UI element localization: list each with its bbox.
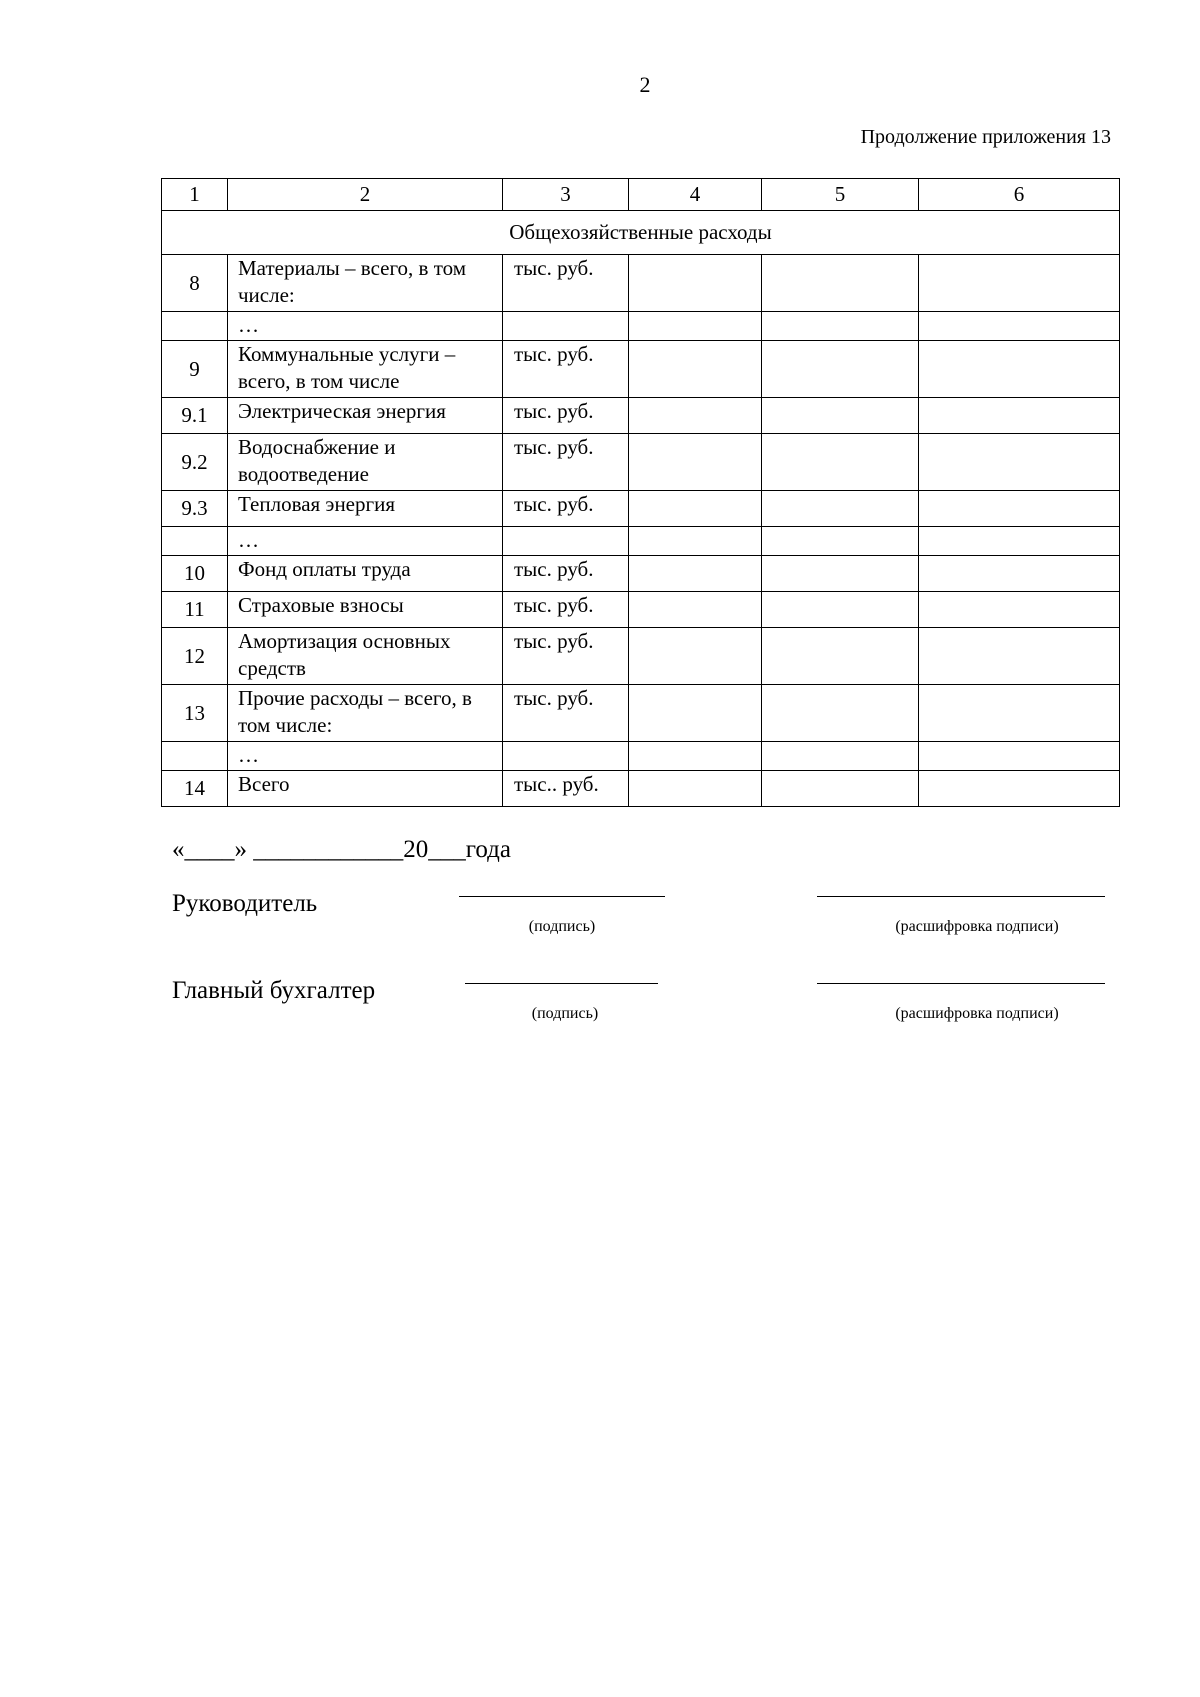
- value-cell[interactable]: [919, 685, 1120, 742]
- value-cell[interactable]: [762, 491, 919, 527]
- value-cell[interactable]: [629, 592, 762, 628]
- column-number: 1: [162, 179, 228, 211]
- row-unit: тыс. руб.: [503, 398, 629, 434]
- table-row: [162, 255, 1120, 312]
- value-cell[interactable]: [919, 312, 1120, 341]
- accountant-label: Главный бухгалтер: [172, 977, 376, 1004]
- value-cell[interactable]: [629, 491, 762, 527]
- value-cell[interactable]: [919, 592, 1120, 628]
- value-cell[interactable]: [629, 685, 762, 742]
- value-cell[interactable]: [762, 527, 919, 556]
- value-cell[interactable]: [629, 398, 762, 434]
- table-row: [162, 434, 1120, 491]
- value-cell[interactable]: [919, 771, 1120, 807]
- table-row: [162, 312, 1120, 341]
- value-cell[interactable]: [919, 628, 1120, 685]
- row-unit: тыс. руб.: [503, 556, 629, 592]
- row-number: 10: [162, 556, 228, 592]
- row-number: 11: [162, 592, 228, 628]
- column-number: 6: [919, 179, 1120, 211]
- value-cell[interactable]: [762, 628, 919, 685]
- row-number: 9.1: [162, 398, 228, 434]
- value-cell[interactable]: [762, 341, 919, 398]
- value-cell[interactable]: [762, 742, 919, 771]
- value-cell[interactable]: [629, 312, 762, 341]
- column-number: 4: [629, 179, 762, 211]
- value-cell[interactable]: [762, 685, 919, 742]
- row-unit: тыс. руб.: [503, 628, 629, 685]
- section-row: [162, 211, 1120, 255]
- value-cell[interactable]: [629, 742, 762, 771]
- page-number: 2: [639, 72, 651, 97]
- section-title: Общехозяйственные расходы: [162, 211, 1120, 255]
- table-row: [162, 685, 1120, 742]
- row-number: 14: [162, 771, 228, 807]
- value-cell[interactable]: [762, 312, 919, 341]
- signature-caption: (подпись): [528, 918, 596, 935]
- row-number: [162, 527, 228, 556]
- row-unit: тыс. руб.: [503, 434, 629, 491]
- row-unit: тыс. руб.: [503, 685, 629, 742]
- row-unit: тыс. руб.: [503, 491, 629, 527]
- row-name: Водоснабжение и водоотведение: [228, 434, 503, 491]
- row-name: Электрическая энергия: [228, 398, 503, 434]
- value-cell[interactable]: [919, 527, 1120, 556]
- row-number: 13: [162, 685, 228, 742]
- row-unit: [503, 312, 629, 341]
- row-number: 9.3: [162, 491, 228, 527]
- value-cell[interactable]: [919, 742, 1120, 771]
- value-cell[interactable]: [919, 255, 1120, 312]
- accountant-signature-line[interactable]: [465, 983, 658, 984]
- row-name: Коммунальные услуги – всего, в том числе: [228, 341, 503, 398]
- value-cell[interactable]: [919, 398, 1120, 434]
- column-number-row: [162, 179, 1120, 211]
- row-name: …: [228, 527, 503, 556]
- table-row: [162, 341, 1120, 398]
- row-number: 9: [162, 341, 228, 398]
- row-unit: тыс. руб.: [503, 592, 629, 628]
- row-name: Прочие расходы – всего, в том числе:: [228, 685, 503, 742]
- head-decoding-line[interactable]: [817, 896, 1105, 897]
- decoding-caption: (расшифровка подписи): [895, 918, 1059, 935]
- date-line[interactable]: «____» ____________20___года: [172, 836, 511, 863]
- accountant-decoding-line[interactable]: [817, 983, 1105, 984]
- value-cell[interactable]: [629, 556, 762, 592]
- value-cell[interactable]: [762, 771, 919, 807]
- decoding-caption: (расшифровка подписи): [895, 1005, 1059, 1022]
- appendix-note: Продолжение приложения 13: [860, 126, 1111, 148]
- row-number: 8: [162, 255, 228, 312]
- head-label: Руководитель: [172, 890, 318, 917]
- table-row: [162, 628, 1120, 685]
- value-cell[interactable]: [919, 341, 1120, 398]
- value-cell[interactable]: [629, 771, 762, 807]
- value-cell[interactable]: [919, 434, 1120, 491]
- table-row: [162, 771, 1120, 807]
- column-number: 2: [228, 179, 503, 211]
- head-signature-line[interactable]: [459, 896, 665, 897]
- table-row: [162, 742, 1120, 771]
- value-cell[interactable]: [762, 255, 919, 312]
- value-cell[interactable]: [762, 434, 919, 491]
- row-number: 9.2: [162, 434, 228, 491]
- row-unit: тыс.. руб.: [503, 771, 629, 807]
- expenses-table: [161, 178, 1120, 807]
- row-name: …: [228, 742, 503, 771]
- table-row: [162, 491, 1120, 527]
- row-number: [162, 312, 228, 341]
- value-cell[interactable]: [762, 398, 919, 434]
- column-number: 5: [762, 179, 919, 211]
- row-name: …: [228, 312, 503, 341]
- row-number: [162, 742, 228, 771]
- row-unit: тыс. руб.: [503, 255, 629, 312]
- row-name: Материалы – всего, в том числе:: [228, 255, 503, 312]
- value-cell[interactable]: [762, 556, 919, 592]
- table-row: [162, 556, 1120, 592]
- row-name: Тепловая энергия: [228, 491, 503, 527]
- value-cell[interactable]: [629, 341, 762, 398]
- table-row: [162, 398, 1120, 434]
- row-unit: тыс. руб.: [503, 341, 629, 398]
- signature-caption: (подпись): [531, 1005, 599, 1022]
- value-cell[interactable]: [629, 628, 762, 685]
- table-row: [162, 592, 1120, 628]
- value-cell[interactable]: [762, 592, 919, 628]
- row-name: Фонд оплаты труда: [228, 556, 503, 592]
- row-unit: [503, 527, 629, 556]
- row-name: Амортизация основных средств: [228, 628, 503, 685]
- value-cell[interactable]: [629, 434, 762, 491]
- table-row: [162, 527, 1120, 556]
- value-cell[interactable]: [629, 255, 762, 312]
- row-unit: [503, 742, 629, 771]
- row-number: 12: [162, 628, 228, 685]
- row-name: Всего: [228, 771, 503, 807]
- value-cell[interactable]: [919, 556, 1120, 592]
- column-number: 3: [503, 179, 629, 211]
- value-cell[interactable]: [919, 491, 1120, 527]
- row-name: Страховые взносы: [228, 592, 503, 628]
- value-cell[interactable]: [629, 527, 762, 556]
